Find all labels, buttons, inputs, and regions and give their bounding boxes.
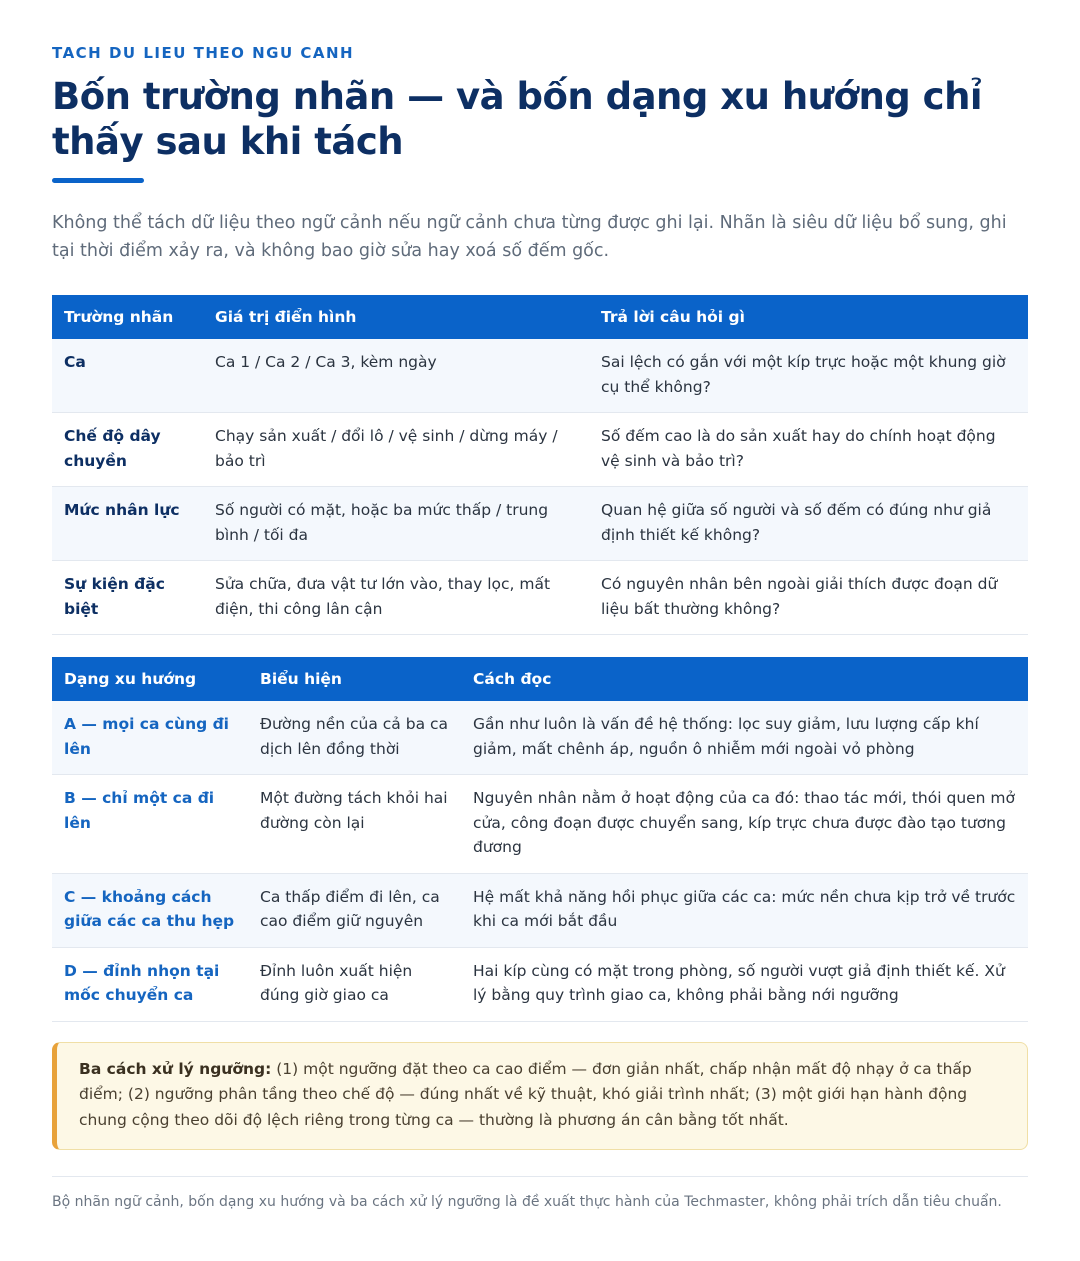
reading-cell: Hệ mất khả năng hồi phục giữa các ca: mức nền chưa kịp trở về trước khi ca mới bắt đầu bbox=[461, 873, 1028, 947]
column-header-trend: Dạng xu hướng bbox=[52, 657, 248, 701]
field-name-cell: Chế độ dây chuyền bbox=[52, 413, 203, 487]
column-header-question: Trả lời câu hỏi gì bbox=[589, 295, 1028, 339]
callout-lead: Ba cách xử lý ngưỡng: bbox=[79, 1059, 272, 1078]
footnote: Bộ nhãn ngữ cảnh, bốn dạng xu hướng và ba cách xử lý ngưỡng là đề xuất thực hành của Techmaster, không phải trích dẫn tiêu chuẩn. bbox=[52, 1194, 1002, 1210]
callout-text: (1) một ngưỡng đặt theo ca cao điểm — đơn giản nhất, chấp nhận mất độ nhạy ở ca thấp điểm; (2) ngưỡng phân tầng theo chế độ — đúng nhất về kỹ thuật, khó giải trình nhất; (3) một giới hạn hành động chung cộng theo dõi độ lệch riêng trong từng ca — thường là phương án cân bằng tốt nhất. bbox=[79, 1059, 972, 1129]
symptom-cell: Ca thấp điểm đi lên, ca cao điểm giữ nguyên bbox=[248, 873, 461, 947]
column-header-typical-values: Giá trị điển hình bbox=[203, 295, 589, 339]
table-row bbox=[52, 487, 1028, 561]
trend-name-cell: B — chỉ một ca đi lên bbox=[52, 775, 248, 874]
page-title: Bốn trường nhãn — và bốn dạng xu hướng chỉ thấy sau khi tách bbox=[52, 75, 983, 163]
typical-value-cell: Số người có mặt, hoặc ba mức thấp / trung bình / tối đa bbox=[203, 487, 589, 561]
table-header-row bbox=[52, 657, 1028, 701]
trend-patterns-table bbox=[52, 657, 1028, 1022]
column-header-symptom: Biểu hiện bbox=[248, 657, 461, 701]
table-header-row bbox=[52, 295, 1028, 339]
trend-name-cell: A — mọi ca cùng đi lên bbox=[52, 701, 248, 775]
field-name-cell: Mức nhân lực bbox=[52, 487, 203, 561]
question-cell: Số đếm cao là do sản xuất hay do chính hoạt động vệ sinh và bảo trì? bbox=[589, 413, 1028, 487]
title-underline bbox=[52, 178, 144, 183]
reading-cell: Nguyên nhân nằm ở hoạt động của ca đó: thao tác mới, thói quen mở cửa, công đoạn được chuyển sang, kíp trực chưa được đào tạo tương đương bbox=[461, 775, 1028, 874]
table-row bbox=[52, 775, 1028, 874]
table-row bbox=[52, 701, 1028, 775]
field-name-cell: Ca bbox=[52, 339, 203, 413]
question-cell: Quan hệ giữa số người và số đếm có đúng như giả định thiết kế không? bbox=[589, 487, 1028, 561]
threshold-callout bbox=[52, 1042, 1028, 1151]
symptom-cell: Đỉnh luôn xuất hiện đúng giờ giao ca bbox=[248, 947, 461, 1021]
table-row bbox=[52, 561, 1028, 635]
symptom-cell: Một đường tách khỏi hai đường còn lại bbox=[248, 775, 461, 874]
reading-cell: Gần như luôn là vấn đề hệ thống: lọc suy giảm, lưu lượng cấp khí giảm, mất chênh áp, nguồn ô nhiễm mới ngoài vỏ phòng bbox=[461, 701, 1028, 775]
question-cell: Sai lệch có gắn với một kíp trực hoặc một khung giờ cụ thể không? bbox=[589, 339, 1028, 413]
column-header-reading: Cách đọc bbox=[461, 657, 1028, 701]
table-row bbox=[52, 947, 1028, 1021]
symptom-cell: Đường nền của cả ba ca dịch lên đồng thời bbox=[248, 701, 461, 775]
label-fields-table bbox=[52, 295, 1028, 635]
trend-name-cell: D — đỉnh nhọn tại mốc chuyển ca bbox=[52, 947, 248, 1021]
intro-paragraph: Không thể tách dữ liệu theo ngữ cảnh nếu ngữ cảnh chưa từng được ghi lại. Nhãn là siêu dữ liệu bổ sung, ghi tại thời điểm xảy ra, và không bao giờ sửa hay xoá số đếm gốc. bbox=[52, 213, 1007, 261]
typical-value-cell: Chạy sản xuất / đổi lô / vệ sinh / dừng máy / bảo trì bbox=[203, 413, 589, 487]
table-row bbox=[52, 339, 1028, 413]
footer-divider bbox=[52, 1176, 1028, 1177]
table-row bbox=[52, 413, 1028, 487]
trend-name-cell: C — khoảng cách giữa các ca thu hẹp bbox=[52, 873, 248, 947]
eyebrow-label: TACH DU LIEU THEO NGU CANH bbox=[52, 44, 355, 62]
question-cell: Có nguyên nhân bên ngoài giải thích được đoạn dữ liệu bất thường không? bbox=[589, 561, 1028, 635]
typical-value-cell: Sửa chữa, đưa vật tư lớn vào, thay lọc, mất điện, thi công lân cận bbox=[203, 561, 589, 635]
field-name-cell: Sự kiện đặc biệt bbox=[52, 561, 203, 635]
typical-value-cell: Ca 1 / Ca 2 / Ca 3, kèm ngày bbox=[203, 339, 589, 413]
reading-cell: Hai kíp cùng có mặt trong phòng, số người vượt giả định thiết kế. Xử lý bằng quy trình giao ca, không phải bằng nới ngưỡng bbox=[461, 947, 1028, 1021]
column-header-field: Trường nhãn bbox=[52, 295, 203, 339]
table-row bbox=[52, 873, 1028, 947]
